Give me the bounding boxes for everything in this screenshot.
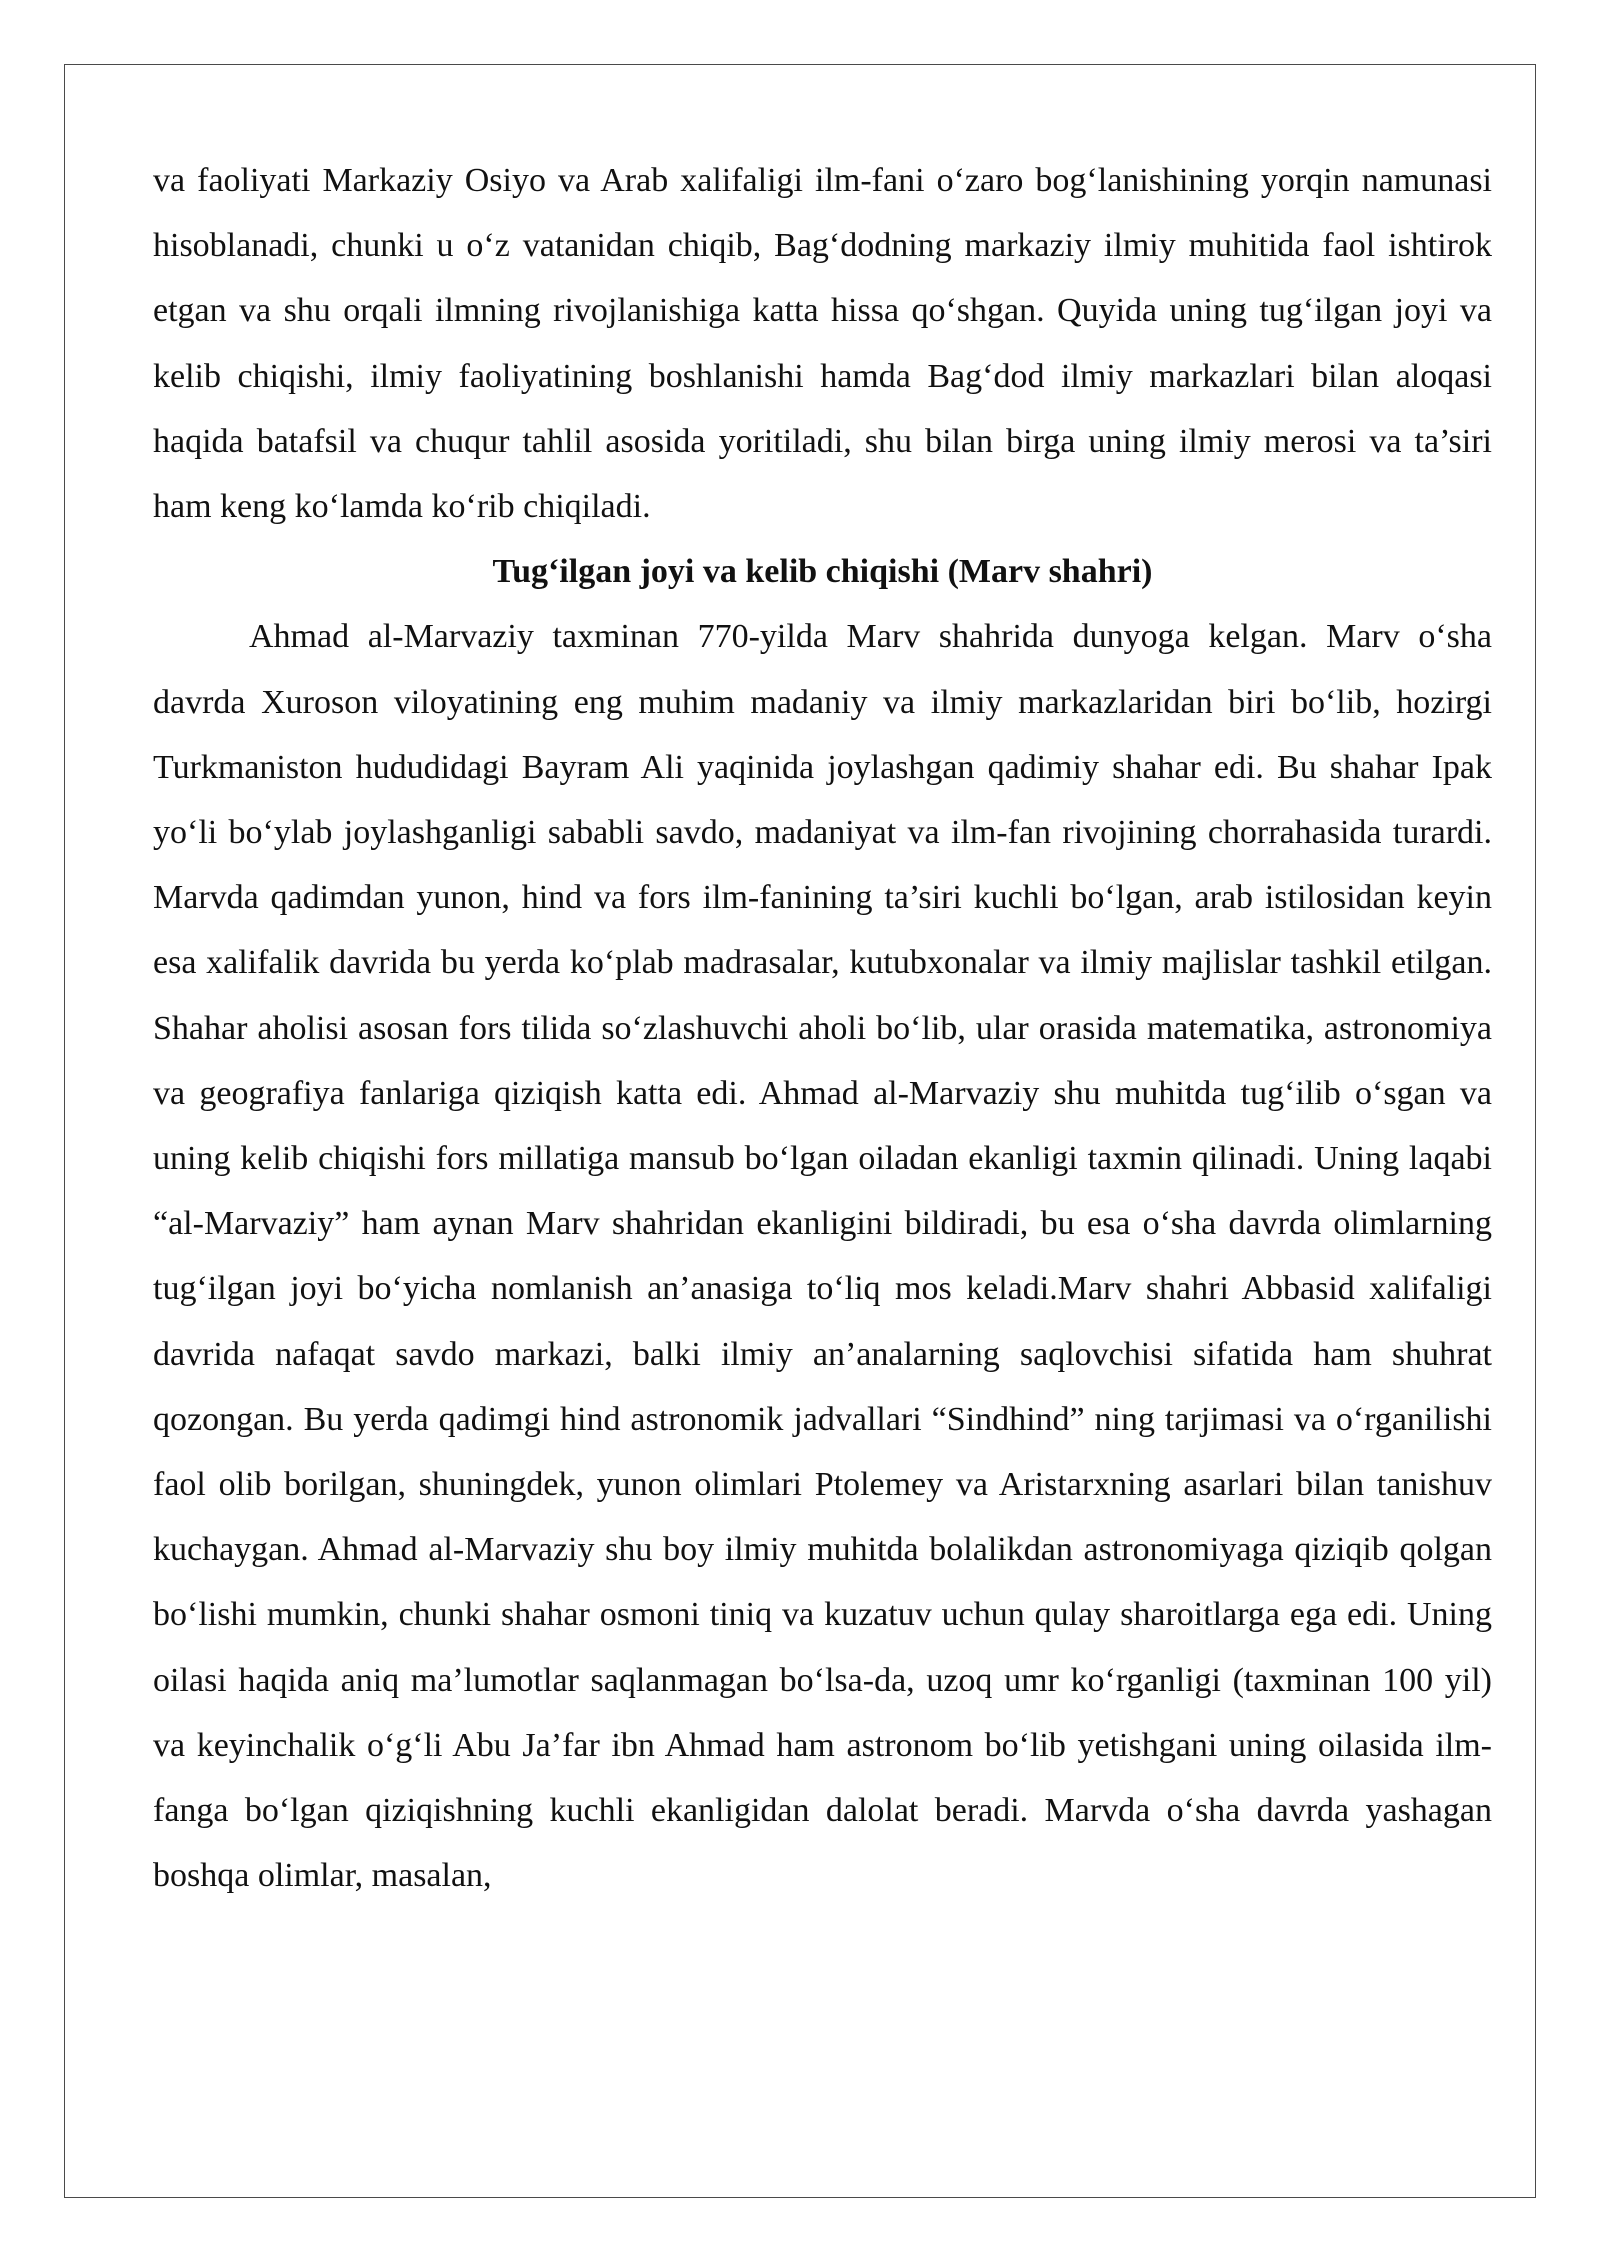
intro-paragraph: va faoliyati Markaziy Osiyo va Arab xalifaligi ilm-fani o‘zaro bog‘lanishining yorqin namunasi hisoblanadi, chunki u o‘z vatanidan chiqib, Bag‘dodning markaziy ilmiy muhitida faol ishtirok etgan va shu orqali ilmning rivojlanishiga katta hissa qo‘shgan. Quyida uning tug‘ilgan joyi va kelib chiqishi, ilmiy faoliyatining boshlanishi hamda Bag‘dod ilmiy markazlari bilan aloqasi haqida batafsil va chuqur tahlil asosida yoritiladi, shu bilan birga uning ilmiy merosi va ta’siri ham keng ko‘lamda ko‘rib chiqiladi. — [153, 162, 1492, 526]
section-heading: Tug‘ilgan joyi va kelib chiqishi (Marv shahri) — [492, 553, 1153, 591]
document-body — [153, 148, 1492, 1908]
main-paragraph: Ahmad al-Marvaziy taxminan 770-yilda Marv shahrida dunyoga kelgan. Marv o‘sha davrda Xuroson viloyatining eng muhim madaniy va ilmiy markazlaridan biri bo‘lib, hozirgi Turkmaniston hududidagi Bayram Ali yaqinida joylashgan qadimiy shahar edi. Bu shahar Ipak yo‘li bo‘ylab joylashganligi sababli savdo, madaniyat va ilm-fan rivojining chorrahasida turardi. Marvda qadimdan yunon, hind va fors ilm-fanining ta’siri kuchli bo‘lgan, arab istilosidan keyin esa xalifalik davrida bu yerda ko‘plab madrasalar, kutubxonalar va ilmiy majlislar tashkil etilgan. Shahar aholisi asosan fors tilida so‘zlashuvchi aholi bo‘lib, ular orasida matematika, astronomiya va geografiya fanlariga qiziqish katta edi. Ahmad al-Marvaziy shu muhitda tug‘ilib o‘sgan va uning kelib chiqishi fors millatiga mansub bo‘lgan oiladan ekanligi taxmin qilinadi. Uning laqabi “al-Marvaziy” ham aynan Marv shahridan ekanligini bildiradi, bu esa o‘sha davrda olimlarning tug‘ilgan joyi bo‘yicha nomlanish an’anasiga to‘liq mos keladi.Marv shahri Abbasid xalifaligi davrida nafaqat savdo markazi, balki ilmiy an’analarning saqlovchisi sifatida ham shuhrat qozongan. Bu yerda qadimgi hind astronomik jadvallari “Sindhind” ning tarjimasi va o‘rganilishi faol olib borilgan, shuningdek, yunon olimlari Ptolemey va Aristarxning asarlari bilan tanishuv kuchaygan. Ahmad al-Marvaziy shu boy ilmiy muhitda bolalikdan astronomiyaga qiziqib qolgan bo‘lishi mumkin, chunki shahar osmoni tiniq va kuzatuv uchun qulay sharoitlarga ega edi. Uning oilasi haqida aniq ma’lumotlar saqlanmagan bo‘lsa-da, uzoq umr ko‘rganligi (taxminan 100 yil) va keyinchalik o‘g‘li Abu Ja’far ibn Ahmad ham astronom bo‘lib yetishgani uning oilasida ilm-fanga bo‘lgan qiziqishning kuchli ekanligidan dalolat beradi. Marvda o‘sha davrda yashagan boshqa olimlar, masalan, — [153, 618, 1492, 1895]
